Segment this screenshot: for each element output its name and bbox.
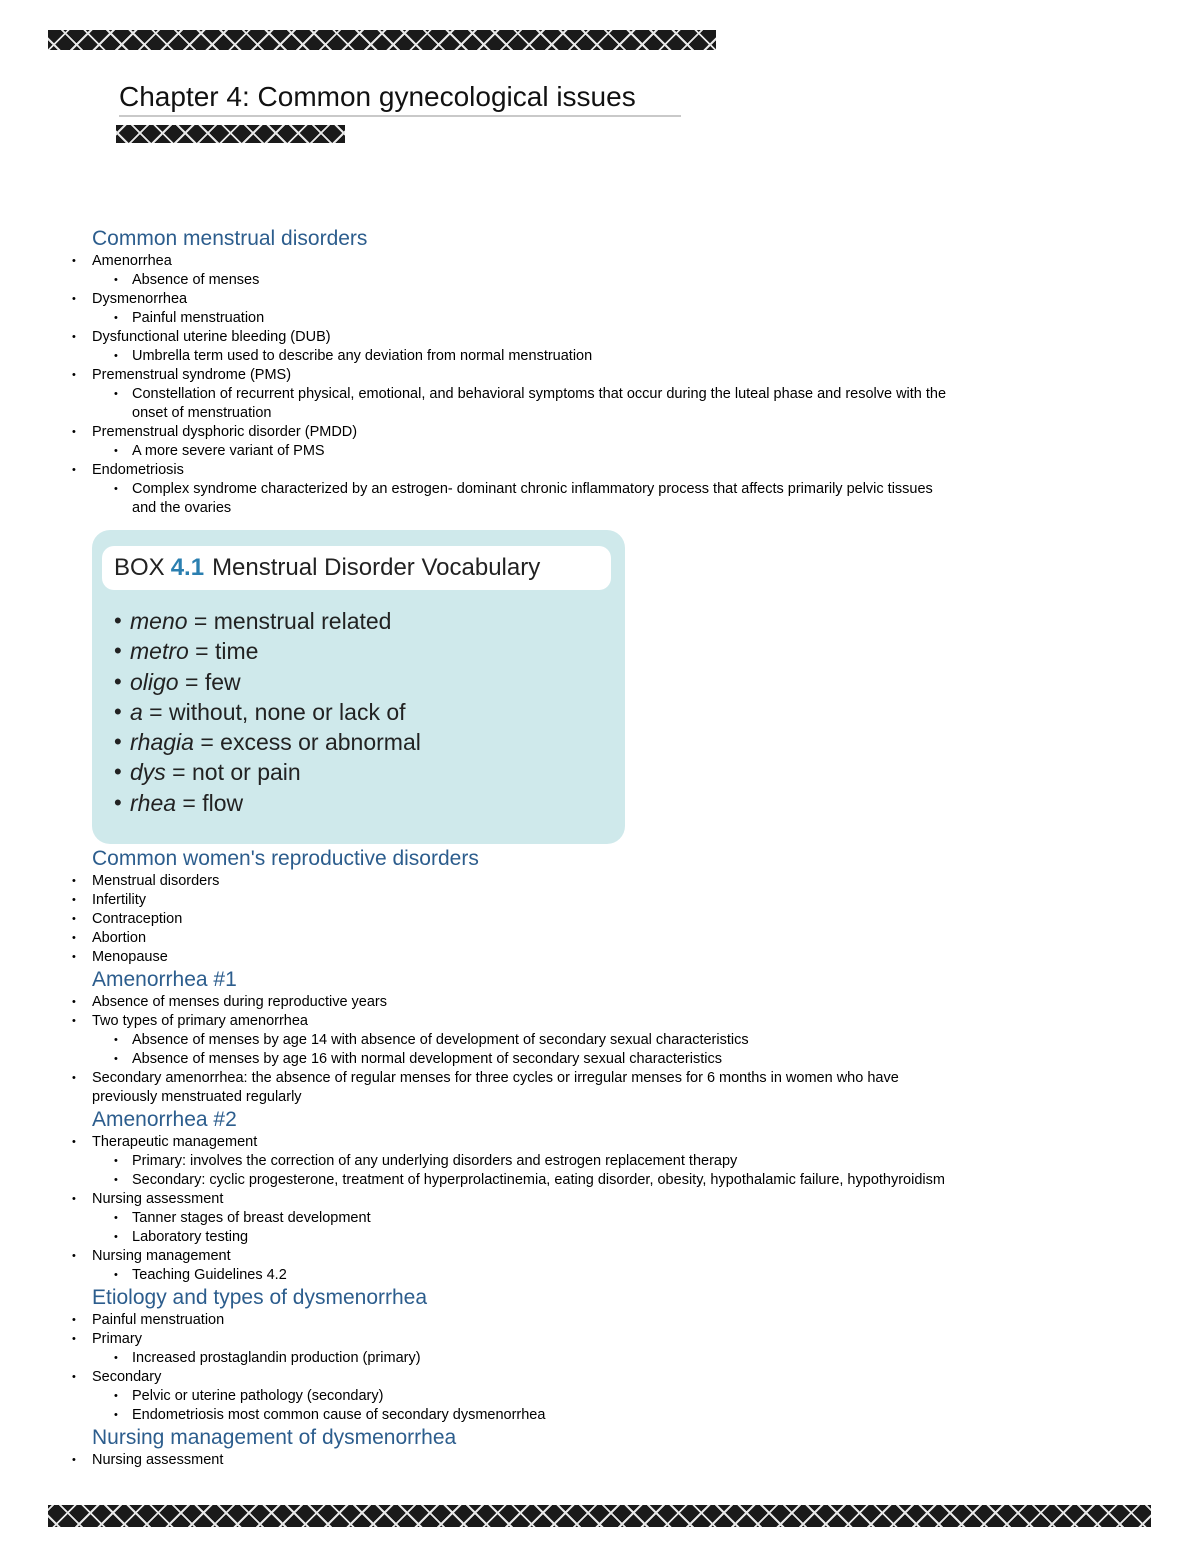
list-item: • Premenstrual dysphoric disorder (PMDD) bbox=[72, 423, 952, 442]
list-item: • Amenorrhea bbox=[72, 252, 952, 271]
section-heading: Nursing management of dysmenorrhea bbox=[92, 1426, 457, 1449]
vocabulary-item bbox=[114, 788, 421, 818]
vocabulary-definition: = flow bbox=[176, 789, 244, 816]
bullet-list bbox=[72, 872, 952, 967]
section-amenorrhea-2 bbox=[72, 1107, 952, 1285]
sub-list-item: • Laboratory testing bbox=[72, 1228, 952, 1247]
sub-list-item: • Teaching Guidelines 4.2 bbox=[72, 1266, 952, 1285]
bullet-list bbox=[72, 1451, 952, 1470]
sub-list-item: • Complex syndrome characterized by an estrogen- dominant chronic inflammatory process that affects primarily pelvic tissues and the ovaries bbox=[72, 480, 952, 518]
sub-list-item: • Tanner stages of breast development bbox=[72, 1209, 952, 1228]
section-heading: Common women's reproductive disorders bbox=[92, 847, 479, 870]
section-dysmenorrhea-etiology bbox=[72, 1285, 952, 1425]
vocabulary-term: metro bbox=[130, 638, 189, 665]
sub-list-item: • Absence of menses bbox=[72, 271, 952, 290]
box-header bbox=[102, 546, 611, 590]
list-item: • Primary bbox=[72, 1330, 952, 1349]
section-menstrual-disorders bbox=[72, 226, 952, 518]
vocabulary-definition: = not or pain bbox=[165, 759, 301, 786]
list-item: • Secondary bbox=[72, 1368, 952, 1387]
list-item: • Secondary amenorrhea: the absence of regular menses for three cycles or irregular menses for 6 months in women who have previously menstruated regularly bbox=[72, 1069, 952, 1107]
redacted-header-bar bbox=[48, 30, 716, 50]
bullet-list bbox=[72, 252, 952, 518]
list-item: • Painful menstruation bbox=[72, 1311, 952, 1330]
list-item: • Menstrual disorders bbox=[72, 872, 952, 891]
vocabulary-term: dys bbox=[130, 759, 166, 786]
list-item: • Therapeutic management bbox=[72, 1133, 952, 1152]
list-item: • Premenstrual syndrome (PMS) bbox=[72, 366, 952, 385]
document-body bbox=[72, 226, 952, 1470]
vocabulary-item bbox=[114, 606, 421, 636]
section-heading: Common menstrual disorders bbox=[92, 227, 368, 250]
list-item: • Contraception bbox=[72, 910, 952, 929]
list-item: • Nursing assessment bbox=[72, 1451, 952, 1470]
bullet-list bbox=[72, 1311, 952, 1425]
vocabulary-item bbox=[114, 697, 421, 727]
list-item: • Nursing assessment bbox=[72, 1190, 952, 1209]
section-reproductive-disorders bbox=[72, 846, 952, 967]
redacted-footer-bar bbox=[48, 1505, 1151, 1527]
section-amenorrhea-1 bbox=[72, 967, 952, 1107]
vocabulary-term: oligo bbox=[130, 668, 179, 695]
box-title: Menstrual Disorder Vocabulary bbox=[212, 554, 541, 581]
list-item: • Dysmenorrhea bbox=[72, 290, 952, 309]
sub-list-item: • Umbrella term used to describe any deviation from normal menstruation bbox=[72, 347, 952, 366]
vocabulary-box bbox=[92, 530, 625, 844]
list-item: • Dysfunctional uterine bleeding (DUB) bbox=[72, 328, 952, 347]
bullet-list bbox=[72, 993, 952, 1107]
vocabulary-term: rhagia bbox=[130, 729, 194, 756]
vocabulary-list bbox=[114, 606, 421, 818]
vocabulary-definition: = without, none or lack of bbox=[142, 698, 406, 725]
sub-list-item: • Pelvic or uterine pathology (secondary) bbox=[72, 1387, 952, 1406]
sub-list-item: • Absence of menses by age 16 with normal development of secondary sexual characteristics bbox=[72, 1050, 952, 1069]
vocabulary-definition: = time bbox=[188, 638, 259, 665]
vocabulary-item bbox=[114, 667, 421, 697]
section-heading: Etiology and types of dysmenorrhea bbox=[92, 1286, 428, 1309]
list-item: • Infertility bbox=[72, 891, 952, 910]
sub-list-item: • Primary: involves the correction of any underlying disorders and estrogen replacement therapy bbox=[72, 1152, 952, 1171]
vocabulary-definition: = few bbox=[178, 668, 241, 695]
sub-list-item: • Endometriosis most common cause of secondary dysmenorrhea bbox=[72, 1406, 952, 1425]
sub-list-item: • Increased prostaglandin production (primary) bbox=[72, 1349, 952, 1368]
vocabulary-term: a bbox=[130, 698, 143, 725]
box-number: 4.1 bbox=[170, 554, 205, 581]
list-item: • Two types of primary amenorrhea bbox=[72, 1012, 952, 1031]
sub-list-item: • Painful menstruation bbox=[72, 309, 952, 328]
sub-list-item: • Constellation of recurrent physical, emotional, and behavioral symptoms that occur during the luteal phase and resolve with the onset of menstruation bbox=[72, 385, 952, 423]
vocabulary-definition: = excess or abnormal bbox=[193, 729, 421, 756]
bullet-list bbox=[72, 1133, 952, 1285]
section-dysmenorrhea-nursing bbox=[72, 1425, 952, 1470]
chapter-title: Chapter 4: Common gynecological issues bbox=[119, 80, 681, 117]
sub-list-item: • Absence of menses by age 14 with absence of development of secondary sexual characteristics bbox=[72, 1031, 952, 1050]
vocabulary-term: rhea bbox=[130, 789, 177, 816]
box-label: BOX bbox=[114, 554, 165, 581]
vocabulary-item bbox=[114, 636, 421, 666]
vocabulary-definition: = menstrual related bbox=[187, 608, 392, 634]
section-heading: Amenorrhea #2 bbox=[92, 1108, 237, 1131]
vocabulary-item bbox=[114, 757, 421, 787]
section-heading: Amenorrhea #1 bbox=[92, 968, 237, 991]
list-item: • Nursing management bbox=[72, 1247, 952, 1266]
list-item: • Endometriosis bbox=[72, 461, 952, 480]
sub-list-item: • Secondary: cyclic progesterone, treatment of hyperprolactinemia, eating disorder, obesity, hypothalamic failure, hypothyroidism bbox=[72, 1171, 952, 1190]
vocabulary-term: meno bbox=[130, 608, 188, 634]
vocabulary-item bbox=[114, 727, 421, 757]
sub-list-item: • A more severe variant of PMS bbox=[72, 442, 952, 461]
redacted-subtitle-bar bbox=[116, 125, 345, 143]
list-item: • Menopause bbox=[72, 948, 952, 967]
list-item: • Abortion bbox=[72, 929, 952, 948]
list-item: • Absence of menses during reproductive years bbox=[72, 993, 952, 1012]
